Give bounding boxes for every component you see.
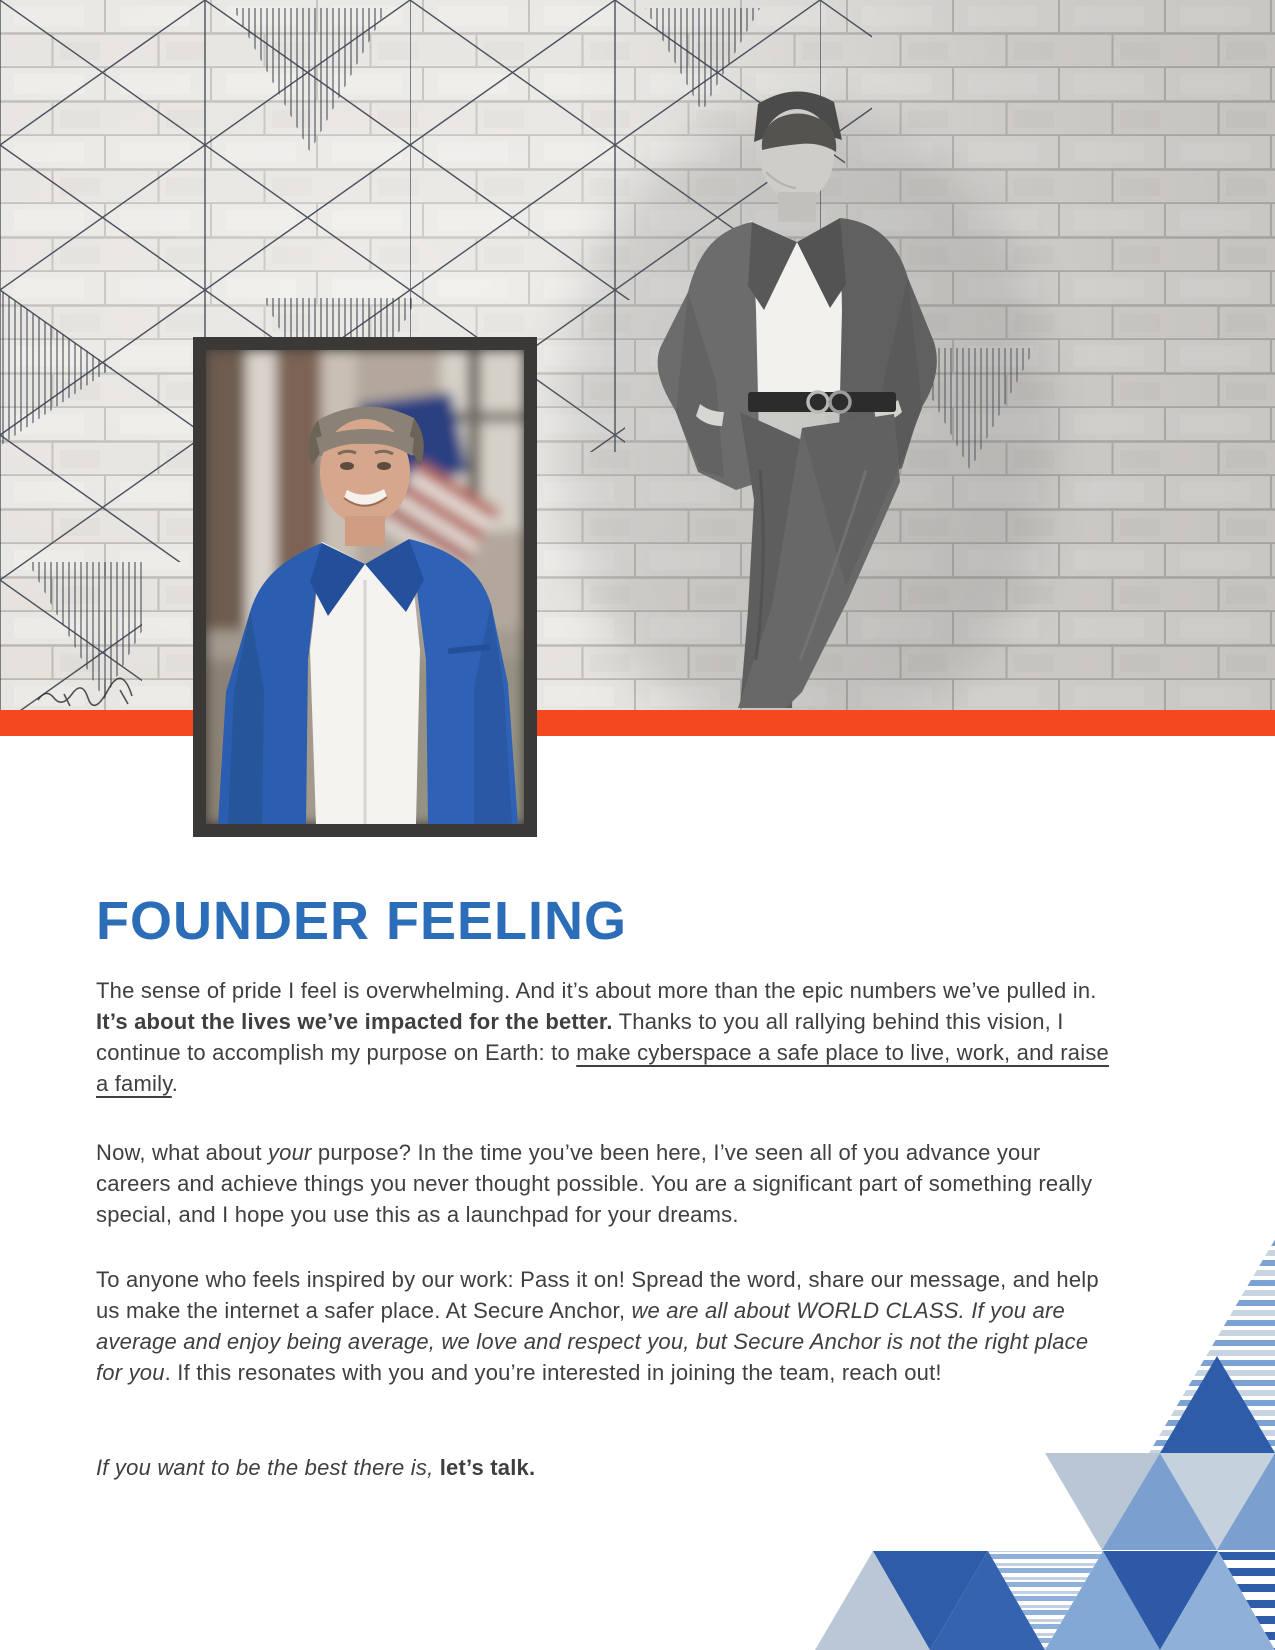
text-segment: To anyone who feels inspired by our work: Pass it on! Spread the word, share our message, and help us make the internet a safer place. At Secure Anchor, [96, 1267, 1099, 1323]
text-segment: . [171, 1071, 179, 1096]
text-segment: make cyberspace a safe place to live, work, and raise a family [96, 1040, 1109, 1096]
hero-photo-art [0, 0, 1275, 710]
text-segment: . If this resonates with you and you’re interested in joining the team, reach out! [164, 1360, 942, 1385]
text-segment: purpose? In the time you’ve been here, I’ve seen all of you advance your careers and achieve things you never thought possible. You are a significant part of something really special, and I hope you use this as a launchpad for your dreams. [96, 1140, 1093, 1227]
text-segment: If you want to be the best there is, [96, 1455, 440, 1480]
text-segment: let’s talk. [439, 1455, 536, 1480]
orange-accent-stripe [0, 710, 1275, 736]
text-segment: Now, what about [96, 1140, 268, 1165]
text-segment: The sense of pride I feel is overwhelming. And it’s about more than the epic numbers we’ve pulled in. [96, 978, 1097, 1003]
text-segment: we are all about WORLD CLASS. If you are average and enjoy being average, we love and respect you, but Secure Anchor is not the right place for you [96, 1298, 1089, 1385]
hero-photo [0, 0, 1275, 710]
text-segment: Thanks to you all rallying behind this vision, I continue to accomplish my purpose on Earth: to [96, 1009, 1064, 1065]
framed-portrait [193, 337, 537, 837]
text-segment: It’s about the lives we’ve impacted for the better. [96, 1009, 613, 1034]
text-segment: your [267, 1140, 312, 1165]
triangle-mosaic-decoration [615, 1180, 1275, 1650]
portrait-art [206, 350, 524, 824]
page-title: FOUNDER FEELING [96, 891, 628, 951]
paragraph-pride [96, 975, 1116, 1099]
